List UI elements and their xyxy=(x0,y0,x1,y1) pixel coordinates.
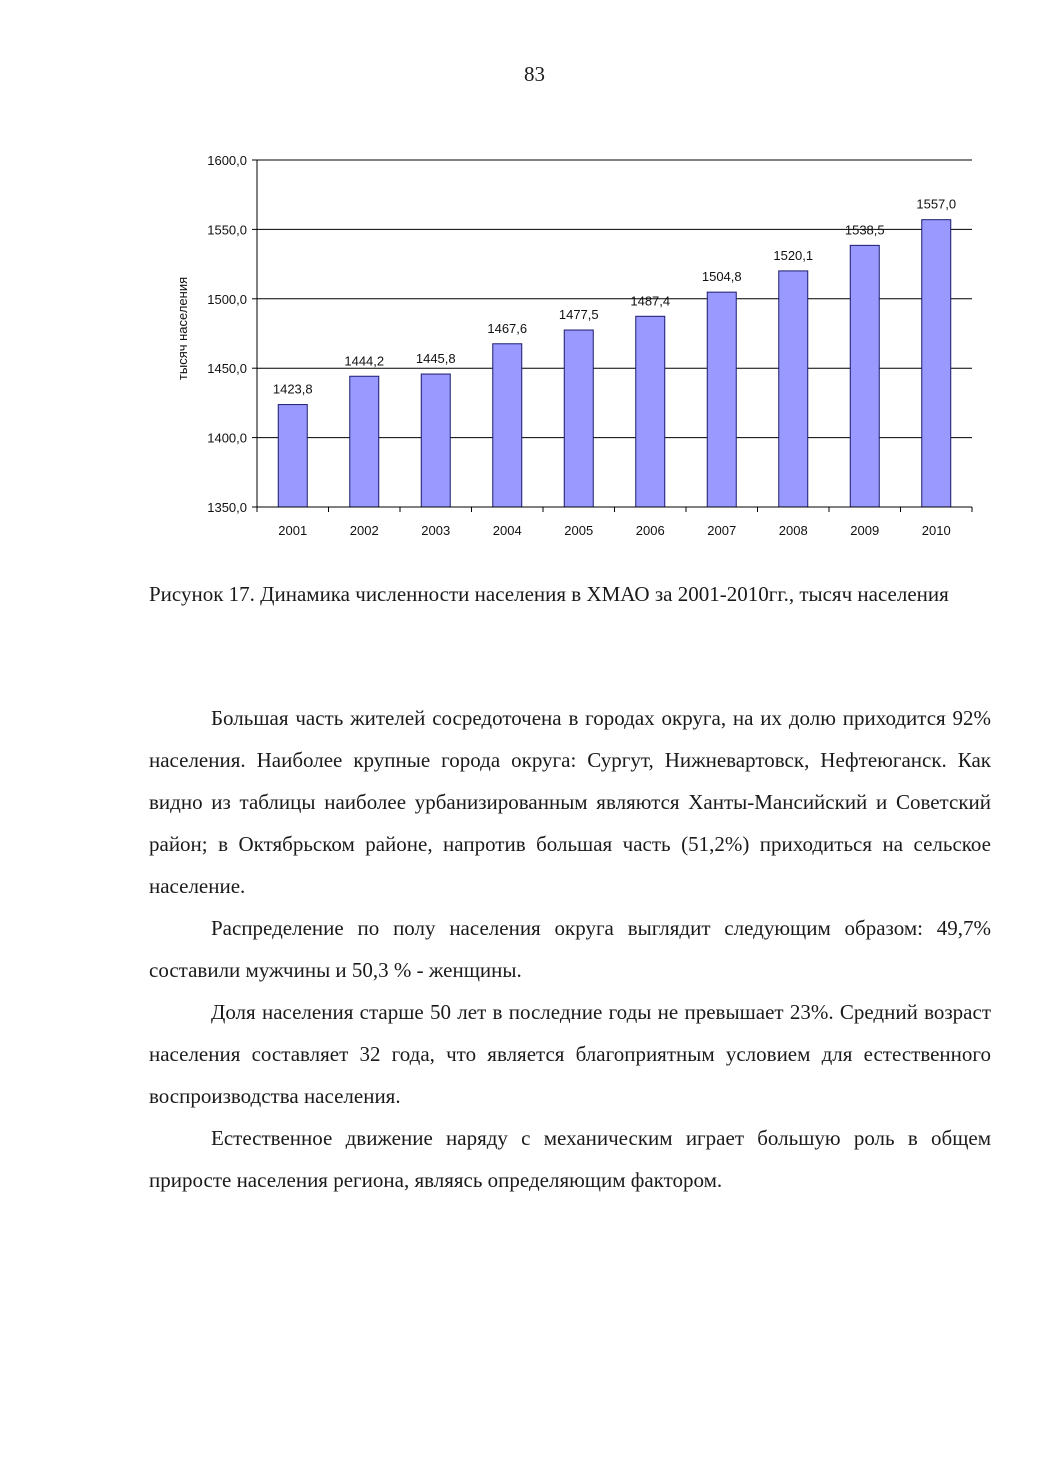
bar-value-label: 1557,0 xyxy=(916,196,957,212)
x-tick-label: 2008 xyxy=(778,523,808,538)
bar-value-label: 1504,8 xyxy=(701,269,742,285)
paragraph-3: Доля населения старше 50 лет в последние годы не превышает 23%. Средний возраст населения составляет 32 года, что является благоприятным условием для естественного воспроизводства населения. xyxy=(149,1000,991,1108)
x-tick-label: 2010 xyxy=(921,523,951,538)
bar xyxy=(779,271,808,507)
bar xyxy=(922,220,951,507)
x-tick-label: 2007 xyxy=(707,523,737,538)
bar-value-label: 1477,5 xyxy=(558,307,599,323)
page-number: 83 xyxy=(524,62,545,86)
bar-value-label: 1423,8 xyxy=(272,381,313,397)
bar xyxy=(850,245,879,507)
population-bar-chart xyxy=(160,140,1000,560)
bar xyxy=(707,292,736,507)
x-tick-label: 2002 xyxy=(349,523,379,538)
y-tick-label: 1600,0 xyxy=(207,153,247,168)
x-tick-label: 2004 xyxy=(492,523,522,538)
bar-value-label: 1467,6 xyxy=(487,320,528,336)
paragraph-1: Большая часть жителей сосредоточена в городах округа, на их долю приходится 92% населения. Наиболее крупные города округа: Сургут, Нижневартовск, Нефтеюганск. Как видно из таблицы наиболее урбанизированным являются Ханты-Мансийский и Советский район; в Октябрьском районе, напротив большая часть (51,2%) приходиться на сельское население. xyxy=(149,706,991,898)
x-tick-label: 2003 xyxy=(421,523,451,538)
bar xyxy=(636,316,665,507)
bar-value-label: 1520,1 xyxy=(773,247,814,263)
x-tick-label: 2001 xyxy=(278,523,308,538)
bar xyxy=(493,344,522,507)
bar-value-label: 1487,4 xyxy=(630,293,671,309)
y-axis-title: тысяч населения xyxy=(175,276,190,381)
body-text xyxy=(149,697,991,1201)
bar xyxy=(421,374,450,507)
paragraph-4: Естественное движение наряду с механическим играет большую роль в общем приросте населения региона, являясь определяющим фактором. xyxy=(149,1126,991,1192)
figure-caption: Рисунок 17. Динамика численности населения в ХМАО за 2001-2010гг., тысяч населения xyxy=(149,582,949,606)
y-tick-label: 1350,0 xyxy=(207,500,247,515)
y-tick-label: 1500,0 xyxy=(207,291,247,307)
bar xyxy=(564,330,593,507)
x-tick-label: 2005 xyxy=(564,523,594,538)
bar xyxy=(350,376,379,507)
x-tick-label: 2006 xyxy=(635,523,665,538)
bar xyxy=(278,405,307,507)
y-tick-label: 1400,0 xyxy=(207,430,247,446)
bar-value-label: 1444,2 xyxy=(344,353,385,369)
bar-value-label: 1538,5 xyxy=(844,222,885,238)
y-tick-label: 1550,0 xyxy=(207,222,247,238)
bar-value-label: 1445,8 xyxy=(415,351,456,367)
y-tick-label: 1450,0 xyxy=(207,361,247,377)
paragraph-2: Распределение по полу населения округа выглядит следующим образом: 49,7% составили мужчины и 50,3 % - женщины. xyxy=(149,916,991,982)
x-tick-label: 2009 xyxy=(850,523,880,538)
